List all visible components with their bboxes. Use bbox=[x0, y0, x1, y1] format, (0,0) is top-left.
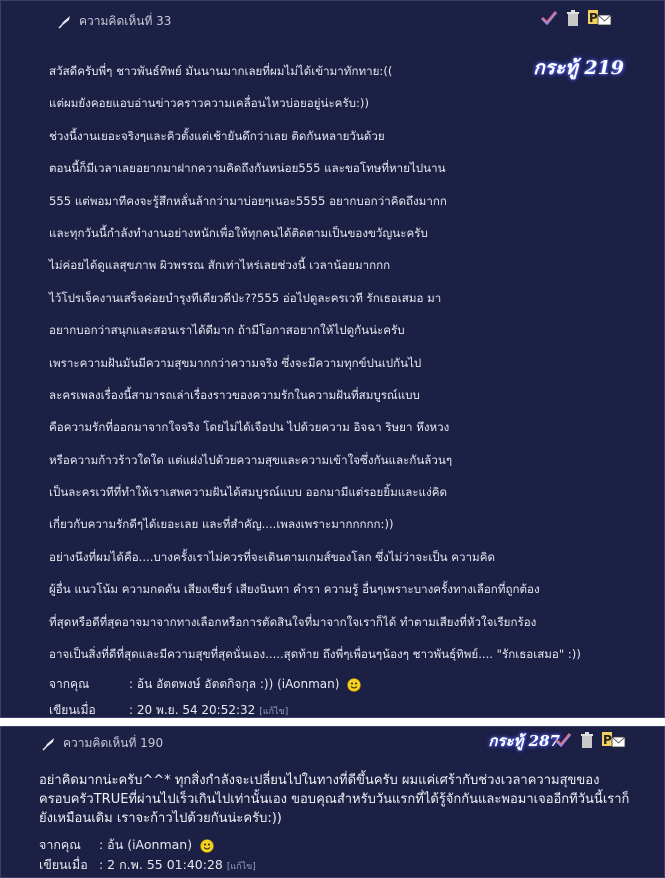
body-line: อยากบอกว่าสนุกและสอนเราได้ดีมาก ถ้ามีโอกาสอยากให้ไปดูกันน่ะครับ bbox=[49, 323, 405, 338]
body-line: หรือความก้าวร้าวใดใด แต่แฝงไปด้วยความสุขและความเข้าใจซึ่งกันและกันล้วนๆ bbox=[49, 452, 453, 467]
body-line: ตอนนี้ก็มีเวลาเลยอยากมาฝากความคิดถึงกันหน่อย555 และขอโทษที่หายไปนาน bbox=[49, 161, 446, 176]
comment-number: ความคิดเห็นที่ 33 bbox=[79, 13, 172, 28]
body-line: เกี่ยวกับความรักดีๆได้เยอะเลย และที่สำคัญ....เพลงเพราะมากกกกก:)) bbox=[49, 517, 394, 532]
date-label: เขียนเมื่อ bbox=[39, 857, 88, 872]
body-line: แต่ผมยังคอยแอบอ่านข่าวคราวความเคลื่อนไหวบ่อยอยู่น่ะครับ:)) bbox=[49, 96, 369, 111]
trash-icon[interactable] bbox=[578, 731, 596, 749]
comment-toolbar bbox=[540, 9, 612, 27]
edit-link[interactable]: [แก้ไข] bbox=[259, 707, 289, 717]
body-line: อาจเป็นสิ่งที่ดีที่สุดและมีความสุขที่สุดนั่นเอง.....สุดท้าย ถึงพี่ๆเพื่อนๆน้องๆ ชาวพันธุ์ทิพย์.... "รักเธอเสมอ" :)) bbox=[49, 647, 581, 662]
body-line: ผู้อื่น แนวโน้ม ความกดดัน เสียงเชียร์ เสียงนินทา คำรา ความรู้ อื่นๆเพราะบางครั้งทางเลือกที่ถูกต้อง bbox=[49, 582, 540, 597]
author-row bbox=[49, 675, 361, 694]
post-date: : 20 พ.ย. 54 20:52:32 bbox=[129, 703, 256, 717]
body-line: ละครเพลงเรื่องนี้สามารถเล่าเรื่องราวของความรักในความฝันที่สมบูรณ์แบบ bbox=[49, 387, 420, 402]
author-row bbox=[39, 835, 214, 855]
comment-header bbox=[57, 11, 171, 31]
date-row bbox=[49, 701, 288, 720]
body-line: สวัสดีครับพี่ๆ ชาวพันธ์ทิพย์ มันนานมากเลยที่ผมไม่ได้เข้ามาทักทาย:(( bbox=[49, 64, 393, 78]
check-icon[interactable] bbox=[554, 731, 572, 749]
comment-body: อย่าคิดมากน่ะครับ^^* ทุกสิ่งกำลังจะเปลี่ยนไปในทางที่ดีขึ้นครับ ผมแค่เศร้ากับช่วงเวลาความสุขของครอบครัวTRUEที่ผ่านไปเร็วเกินไปเท่านั้นเอง ขอบคุณสำหรับวันแรกที่ได้รู้จักกันและพอมาเจออีกทีวันนี้เราก็ยังเหมือนเดิม เราจะก้าวไปด้วยกันน่ะครับ:)) bbox=[39, 773, 630, 826]
comment-header bbox=[41, 733, 163, 753]
comment-body bbox=[49, 61, 629, 676]
body-line: และทุกวันนี้กำลังทำงานอย่างหนักเพื่อให้ทุกคนได้ติดตามเป็นของขวัญนะครับ bbox=[49, 225, 428, 240]
body-line: อย่างนึงที่ผมได้คือ....บางครั้งเราไม่ควรที่จะเดินตามเกมส์ของโลก ซึ่งไม่ว่าจะเป็น ความคิด bbox=[49, 549, 495, 564]
date-row bbox=[39, 855, 256, 875]
ps-mail-icon[interactable] bbox=[602, 731, 626, 749]
svg-text:P: P bbox=[589, 11, 598, 25]
author-name[interactable]: : อ้น (iAonman) bbox=[99, 837, 193, 852]
kratu-badge: กระทู้ 219 bbox=[533, 57, 624, 79]
quill-icon bbox=[41, 735, 57, 751]
kratu-badge: กระทู้ 287 bbox=[488, 732, 560, 750]
quill-icon bbox=[57, 13, 73, 29]
body-line: ช่วงนี้งานเยอะจริงๆและคิวตั้งแต่เช้ายันดึกว่าเลย ติดกันหลายวันด้วย bbox=[49, 128, 385, 143]
body-line: ไม่ค่อยได้ดูแลสุขภาพ ผิวพรรณ สักเท่าไหร่เลยช่วงนี้ เวลาน้อยมากกก bbox=[49, 258, 391, 273]
from-label: จากคุณ bbox=[49, 677, 90, 691]
comment-number: ความคิดเห็นที่ 190 bbox=[63, 735, 164, 750]
date-label: เขียนเมื่อ bbox=[49, 703, 96, 717]
author-name[interactable]: : อ้น อัตตพงษ์ อัตตกิจกุล :)) (iAonman) bbox=[129, 677, 340, 691]
body-line: เป็นละครเวทีที่ทำให้เราเสพความฝันได้สมบูรณ์แบบ ออกมามีแต่รอยยิ้มและแง่คิด bbox=[49, 485, 447, 500]
post-date: : 2 ก.พ. 55 01:40:28 bbox=[99, 857, 223, 872]
body-line: คือความรักที่ออกมาจากใจจริง โดยไม่ได้เจือปน ไปด้วยความ อิจฉา ริษยา หึงหวง bbox=[49, 420, 450, 435]
edit-link[interactable]: [แก้ไข] bbox=[226, 862, 256, 872]
body-line: ไว้โปรเจ็คงานเสร็จค่อยบำรุงทีเดียวดีป่ะ??555 อ่อไปดูละครเวที รักเธอเสมอ มา bbox=[49, 290, 442, 305]
comment-190-panel bbox=[0, 726, 665, 878]
svg-text:P: P bbox=[603, 733, 612, 747]
smiley-icon bbox=[347, 678, 361, 692]
body-line: 555 แต่พอมาทีคงจะรู้สึกหลั่นล้ากว่ามาบ่อยๆเนอะ5555 อยากบอกว่าคิดถึงมากก bbox=[49, 193, 447, 208]
comment-toolbar bbox=[554, 731, 626, 749]
body-line: ที่สุดหรือดีที่สุดอาจมาจากทางเลือกหรือการตัดสินใจที่มาจากใจเราก็ได้ ทำตามเสียงที่หัวใจเรียกร้อง bbox=[49, 614, 537, 629]
body-line: เพราะความฝันมันมีความสุขมากกว่าความจริง ซึ่งจะมีความทุกข์ปนเปกันไป bbox=[49, 355, 422, 370]
trash-icon[interactable] bbox=[564, 9, 582, 27]
check-icon[interactable] bbox=[540, 9, 558, 27]
smiley-icon bbox=[200, 839, 214, 853]
from-label: จากคุณ bbox=[39, 837, 81, 852]
ps-mail-icon[interactable] bbox=[588, 9, 612, 27]
